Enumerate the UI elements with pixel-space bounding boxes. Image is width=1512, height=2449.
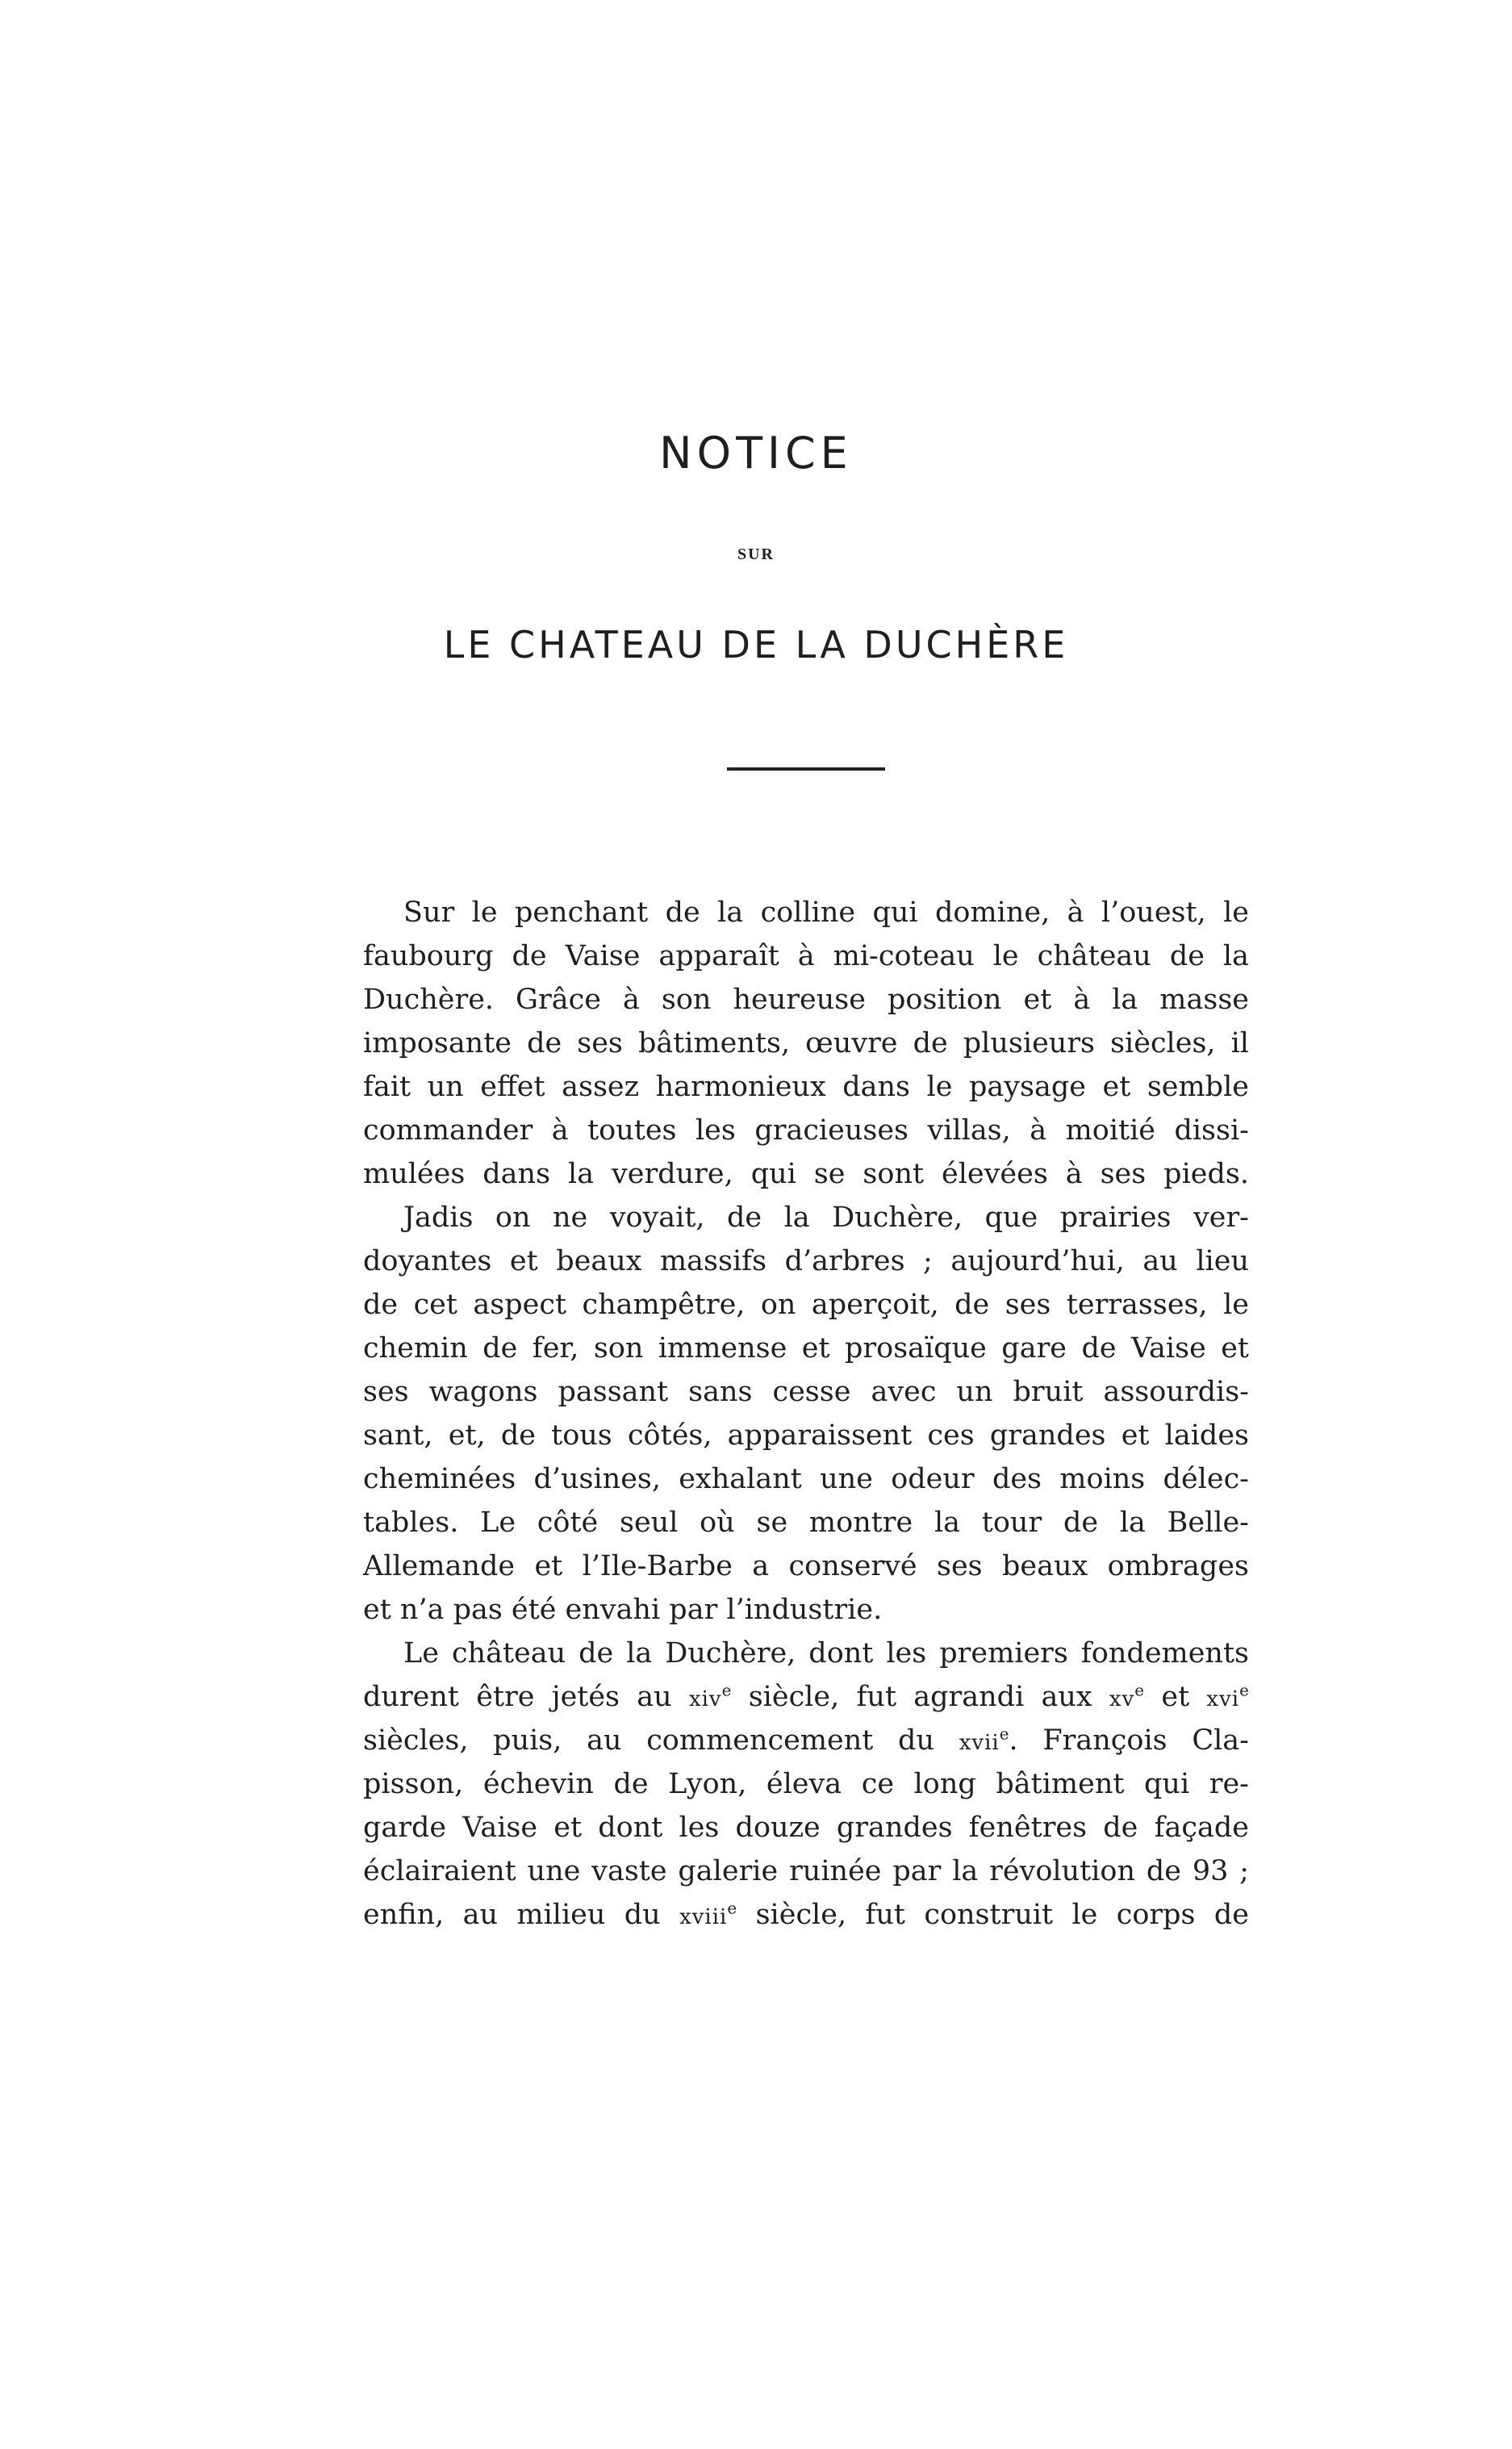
text-line: sant, et, de tous côtés, apparaissent ces grandes et laides [363,1419,1249,1452]
title-divider [727,767,885,771]
text-line [363,1675,1249,1719]
text-line: garde Vaise et dont les douze grandes fenêtres de façade [363,1812,1249,1844]
text-line: ses wagons passant sans cesse avec un bruit assourdis- [363,1376,1249,1408]
text-line: Sur le penchant de la colline qui domine, à l’ouest, le [403,896,1249,929]
text-line: Duchère. Grâce à son heureuse position et à la masse [363,984,1249,1016]
text-fragment: . François Cla- [1009,1724,1249,1757]
page-subtitle: LE CHATEAU DE LA DUCHÈRE [443,623,1069,667]
text-line: Allemande et l’Ile-Barbe a conservé ses beaux ombrages [363,1550,1249,1582]
century-numeral: xviii [679,1905,728,1929]
century-numeral: xiv [688,1687,722,1711]
ordinal-suffix: e [1134,1680,1145,1700]
ordinal-suffix: e [721,1680,732,1700]
text-line: tables. Le côté seul où se montre la tour de la Belle- [363,1507,1249,1539]
text-line: Le château de la Duchère, dont les premiers fondements [403,1637,1249,1670]
century-numeral: xvii [959,1731,1000,1755]
text-line: Jadis on ne voyait, de la Duchère, que prairies ver- [403,1202,1249,1234]
text-line [363,1719,1249,1762]
title-connector: SUR [737,545,775,563]
text-line: cheminées d’usines, exhalant une odeur des moins délec- [363,1463,1249,1495]
text-fragment: siècle, fut construit le corps de [755,1899,1249,1931]
ordinal-suffix: e [1239,1680,1249,1700]
text-fragment: et [1161,1681,1190,1713]
text-line: commander à toutes les gracieuses villas, à moitié dissi- [363,1114,1249,1147]
text-line: mulées dans la verdure, qui se sont élevées à ses pieds. [363,1158,1249,1190]
text-fragment: enfin, au milieu du [363,1899,661,1931]
text-fragment: siècle, fut agrandi aux [748,1681,1092,1713]
text-line: et n’a pas été envahi par l’industrie. [363,1594,883,1626]
text-fragment: durent être jetés au [363,1681,672,1713]
text-line: pisson, échevin de Lyon, éleva ce long bâtiment qui re- [363,1768,1249,1800]
body-text [363,891,1249,1937]
ordinal-suffix: e [727,1898,737,1918]
text-line [363,1893,1249,1937]
century-numeral: xv [1109,1687,1135,1711]
century-numeral: xvi [1206,1687,1240,1711]
text-line: chemin de fer, son immense et prosaïque gare de Vaise et [363,1332,1249,1365]
ordinal-suffix: e [999,1724,1009,1744]
text-line: de cet aspect champêtre, on aperçoit, de ses terrasses, le [363,1289,1249,1321]
text-fragment: siècles, puis, au commencement du [363,1724,934,1757]
text-line: doyantes et beaux massifs d’arbres ; aujourd’hui, au lieu [363,1245,1249,1277]
page-title: NOTICE [659,428,853,479]
text-line: faubourg de Vaise apparaît à mi-coteau le château de la [363,940,1249,972]
text-line: imposante de ses bâtiments, œuvre de plusieurs siècles, il [363,1027,1249,1059]
text-line: fait un effet assez harmonieux dans le paysage et semble [363,1071,1249,1103]
text-line: éclairaient une vaste galerie ruinée par la révolution de 93 ; [363,1855,1249,1887]
